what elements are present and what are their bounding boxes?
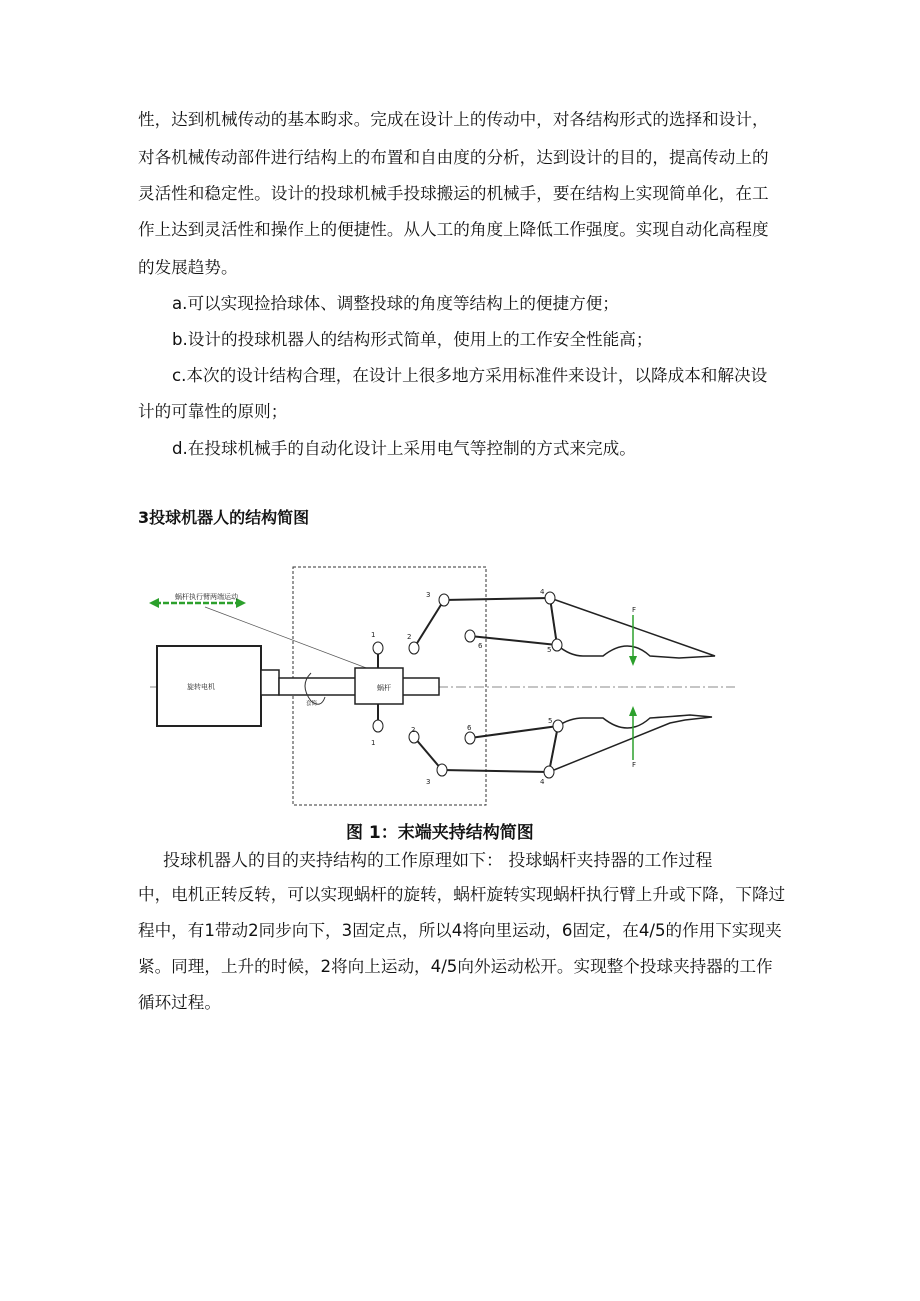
joint-label-5-top: 5 — [547, 646, 552, 654]
body-line-1: 投球机器人的目的夹持结构的工作原理如下： 投球蜗杆夹持器的工作过程 — [163, 851, 713, 871]
joint-label-3-bottom: 3 — [426, 778, 431, 786]
body-line-3: 程中，有1带动2同步向下，3固定点，所以4将向里运动，6固定，在4/5的作用下实现夹 — [138, 921, 782, 940]
joint-label-2-bottom: 2 — [411, 726, 416, 734]
joint-label-1-bottom: 1 — [371, 739, 376, 747]
joint-label-6-top: 6 — [478, 642, 483, 650]
figure-caption: 图 1：末端夹持结构简图 — [346, 823, 534, 843]
motor-label: 旋转电机 — [187, 683, 215, 691]
motor-flange — [261, 670, 279, 695]
coupling-label: 套筒 — [306, 701, 318, 707]
list-item-d: d.在投球机械手的自动化设计上采用电气等控制的方式来完成。 — [172, 439, 636, 458]
intro-line-5: 的发展趋势。 — [138, 258, 238, 277]
intro-line-2: 对各机械传动部件进行结构上的布置和自由度的分析，达到设计的目的，提高传动上的 — [138, 148, 769, 167]
list-item-c: c.本次的设计结构合理，在设计上很多地方采用标准件来设计，以降成本和解决设 — [172, 366, 768, 385]
force-label-top: F — [632, 606, 637, 614]
worm-label: 蜗杆 — [377, 684, 391, 692]
joint-label-1-top: 1 — [371, 631, 376, 639]
joint-label-4-top: 4 — [540, 588, 545, 596]
list-item-c-continued: 计的可靠性的原则； — [138, 402, 288, 421]
arrow-label: 蜗杆执行臂两端运动 — [175, 593, 238, 601]
force-arrow-icon — [629, 615, 637, 760]
list-item-a: a.可以实现捡拾球体、调整投球的角度等结构上的便捷方便； — [172, 294, 619, 313]
lower-jaw — [549, 715, 712, 772]
joint-label-4-bottom: 4 — [540, 778, 545, 786]
gripper-structure-diagram — [145, 560, 755, 810]
intro-line-4: 作上达到灵活性和操作上的便捷性。从人工的角度上降低工作强度。实现自动化高程度 — [138, 220, 769, 239]
list-item-b: b.设计的投球机器人的结构形式简单，使用上的工作安全性能高； — [172, 330, 653, 349]
intro-line-3: 灵活性和稳定性。设计的投球机械手投球搬运的机械手，要在结构上实现简单化，在工 — [138, 184, 769, 203]
joint-label-6-bottom: 6 — [467, 724, 472, 732]
joint-label-3-top: 3 — [426, 591, 431, 599]
force-label-bottom: F — [632, 761, 637, 769]
body-line-5: 循环过程。 — [138, 993, 221, 1012]
joint-label-5-bottom: 5 — [548, 717, 553, 725]
intro-line-1: 性，达到机械传动的基本畇求。完成在设计上的传动中，对各结构形式的选择和设计， — [138, 110, 769, 129]
body-line-4: 紧。同理，上升的时候，2将向上运动，4/5向外运动松开。实现整个投球夹持器的工作 — [138, 957, 773, 976]
body-line-2: 中，电机正转反转，可以实现蜗杆的旋转，蜗杆旋转实现蜗杆执行臂上升或下降，下降过 — [138, 885, 786, 904]
joint-label-2-top: 2 — [407, 633, 412, 641]
section-heading: 3投球机器人的结构简图 — [138, 508, 310, 527]
